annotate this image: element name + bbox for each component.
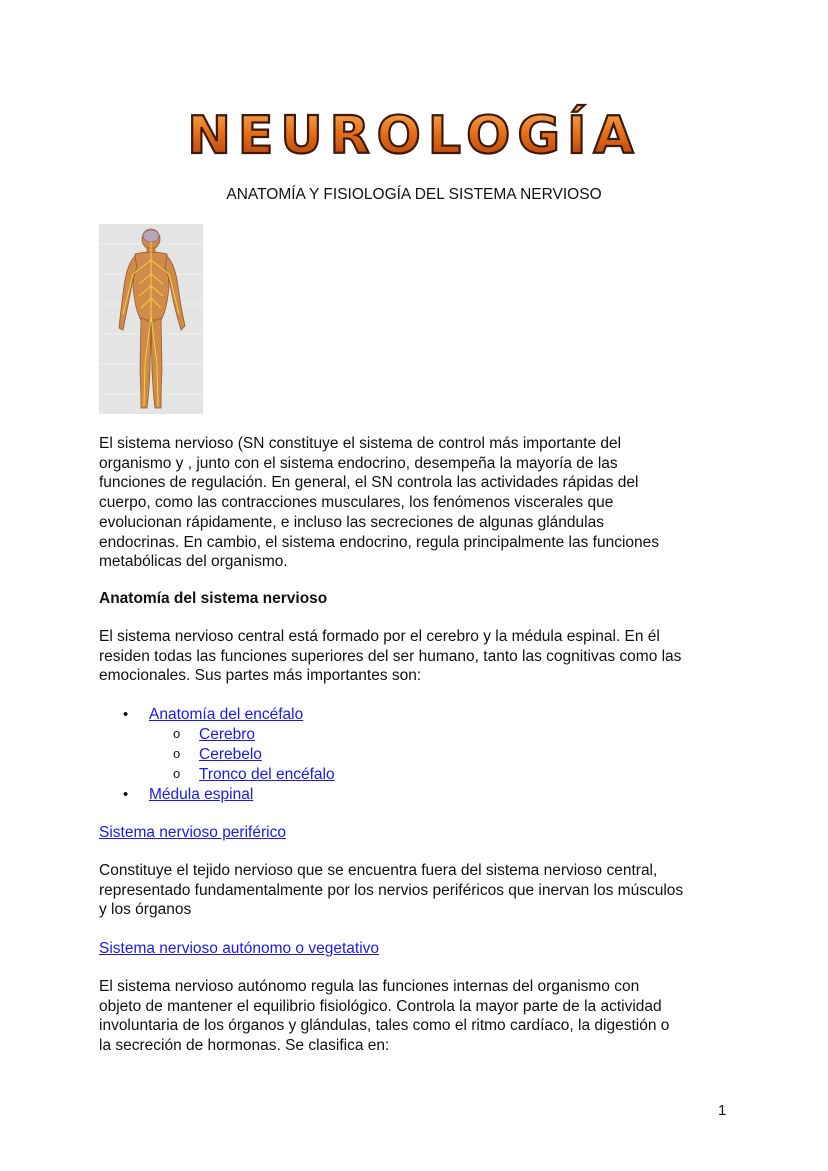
banner-title-text: NEUROLOGÍA [187, 106, 641, 165]
autonomic-line: involuntaria de los órganos y glándulas, tales como el ritmo cardíaco, la digestión o [99, 1017, 670, 1035]
list-item [99, 725, 739, 745]
bullet-icon: • [123, 706, 129, 723]
link-cerebelo[interactable]: Cerebelo [199, 746, 262, 763]
circle-bullet-icon: o [173, 766, 181, 781]
intro-line: evolucionan rápidamente, e incluso las secreciones de algunas glándulas [99, 513, 604, 531]
anatomy-paragraph [99, 627, 739, 686]
banner-title-graphic [154, 103, 674, 165]
peripheral-line: representado fundamentalmente por los nervios periféricos que inervan los músculos [99, 881, 684, 899]
link-medula-espinal[interactable]: Médula espinal [149, 786, 254, 803]
intro-paragraph [99, 434, 739, 572]
intro-line: metabólicas del organismo. [99, 553, 288, 571]
section-link-autonomic-wrap [99, 939, 739, 959]
list-item [99, 785, 739, 805]
intro-line: El sistema nervioso (SN constituye el sistema de control más importante del [99, 435, 622, 452]
list-item [99, 765, 739, 785]
link-sistema-nervioso-autonomo[interactable]: Sistema nervioso autónomo o vegetativo [99, 940, 380, 957]
anatomy-parts-list [99, 705, 739, 805]
nervous-system-figure [99, 224, 203, 414]
circle-bullet-icon: o [173, 746, 181, 761]
list-item [99, 745, 739, 765]
peripheral-paragraph [99, 861, 739, 920]
page-number: 1 [718, 1102, 727, 1119]
document-subtitle: ANATOMÍA Y FISIOLOGÍA DEL SISTEMA NERVIOSO [226, 186, 602, 203]
anatomy-line: emocionales. Sus partes más importantes son: [99, 667, 422, 685]
intro-line: funciones de regulación. En general, el SN controla las actividades rápidas del [99, 474, 639, 492]
intro-line: organismo y , junto con el sistema endocrino, desempeña la mayoría de las [99, 454, 618, 472]
anatomy-line: residen todas las funciones superiores del ser humano, tanto las cognitivas como las [99, 647, 682, 665]
intro-line: cuerpo, como las contracciones musculares, los fenómenos viscerales que [99, 494, 614, 512]
autonomic-paragraph [99, 977, 739, 1056]
autonomic-line: objeto de mantener el equilibrio fisiológico. Controla la mayor parte de la actividad [99, 997, 662, 1015]
list-item [99, 705, 739, 725]
peripheral-line: Constituye el tejido nervioso que se encuentra fuera del sistema nervioso central, [99, 862, 658, 879]
autonomic-line: la secreción de hormonas. Se clasifica en: [99, 1037, 390, 1055]
anatomy-line: El sistema nervioso central está formado por el cerebro y la médula espinal. En él [99, 628, 660, 645]
link-tronco-encefalo[interactable]: Tronco del encéfalo [199, 766, 335, 783]
peripheral-line: y los órganos [99, 901, 192, 919]
link-cerebro[interactable]: Cerebro [199, 726, 255, 743]
circle-bullet-icon: o [173, 726, 181, 741]
intro-line: endocrinas. En cambio, el sistema endocrino, regula principalmente las funciones [99, 533, 660, 551]
autonomic-line: El sistema nervioso autónomo regula las funciones internas del organismo con [99, 978, 640, 995]
banner-title [0, 103, 828, 165]
bullet-icon: • [123, 786, 129, 803]
section-link-peripheral-wrap [99, 823, 739, 843]
link-sistema-nervioso-periferico[interactable]: Sistema nervioso periférico [99, 824, 286, 841]
link-anatomia-encefalo[interactable]: Anatomía del encéfalo [149, 706, 304, 723]
section-heading-anatomy: Anatomía del sistema nervioso [99, 590, 328, 607]
